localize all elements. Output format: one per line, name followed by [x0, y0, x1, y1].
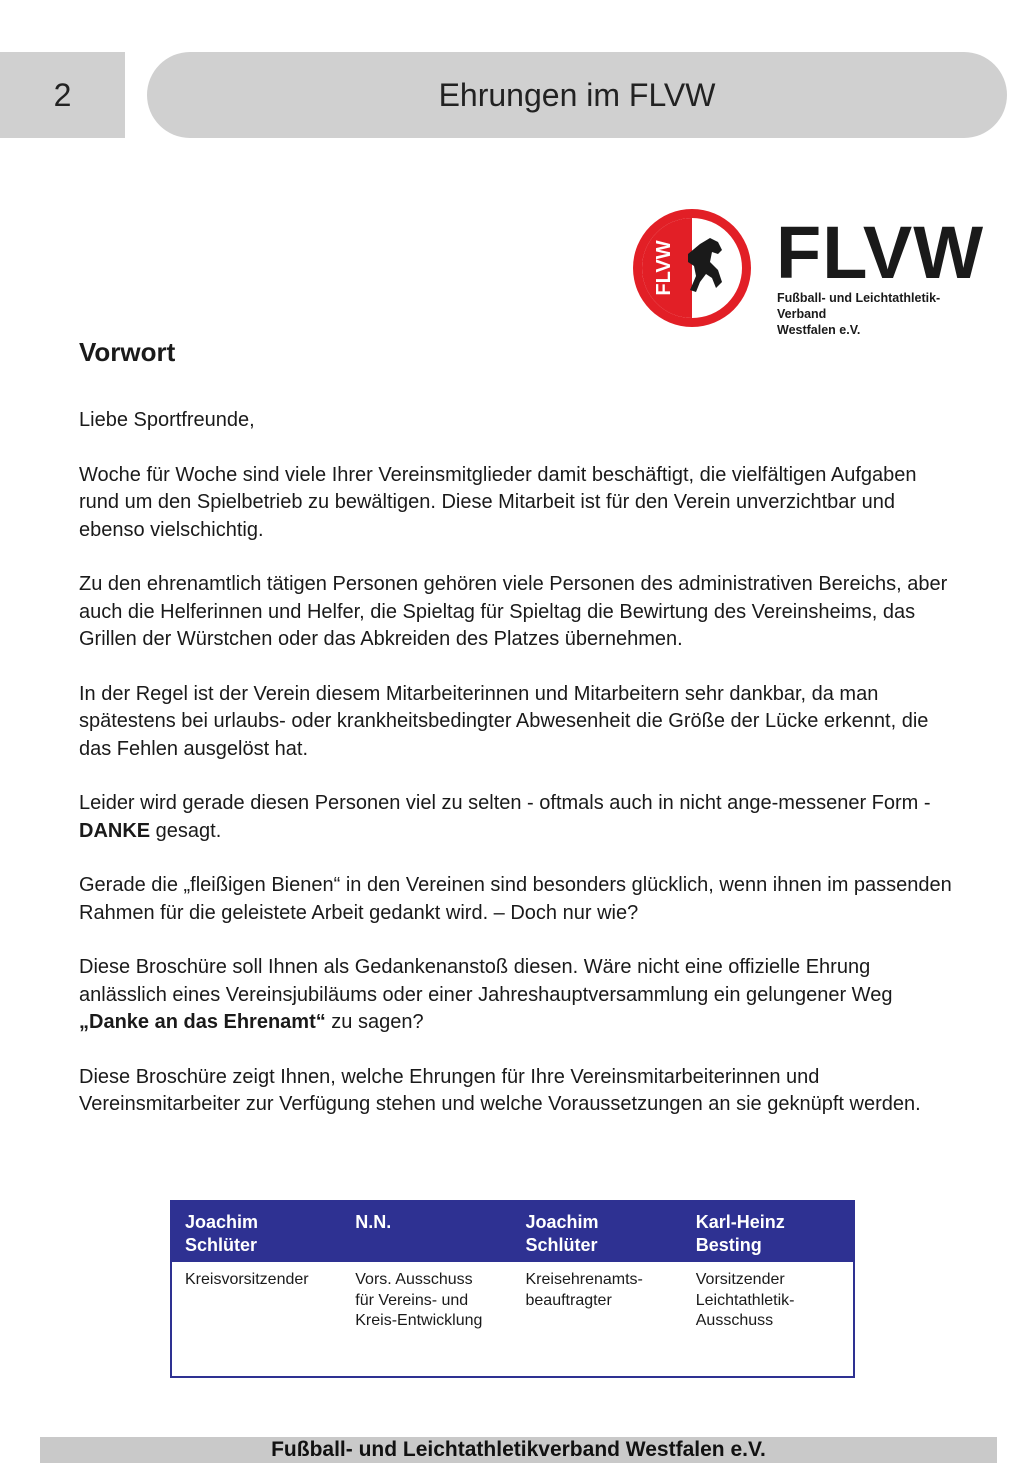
name-line: Schlüter: [185, 1235, 258, 1255]
svg-text:FLVW: FLVW: [653, 240, 675, 296]
paragraph-6-text: Diese Broschüre soll Ihnen als Gedankenanstoß diesen. Wäre nicht eine offizielle Ehrung anlässlich eines Vereinsjubiläums oder einer Jahreshauptversammlung ein gelungener Weg: [79, 956, 893, 1006]
signature-role: [172, 1262, 342, 1332]
signature-role: [683, 1262, 853, 1332]
signature-role: [513, 1262, 683, 1332]
role-line: für Vereins- und: [355, 1291, 469, 1309]
signature-name: [172, 1202, 342, 1262]
role-line: Ausschuss: [695, 1312, 774, 1329]
role-line: Vorsitzender: [695, 1271, 785, 1288]
foreword-body: [79, 407, 959, 1146]
role-line: Kreisvorsitzender: [185, 1271, 309, 1288]
page-title: Ehrungen im FLVW: [438, 76, 716, 113]
name-line: Joachim: [525, 1212, 599, 1232]
flvw-subtitle: [777, 290, 975, 338]
flvw-logo: [630, 206, 985, 337]
signature-name: [342, 1202, 512, 1262]
page-number: [0, 52, 125, 138]
role-line: Kreisehrenamts-: [525, 1271, 643, 1288]
page-footer: [40, 1437, 997, 1463]
signature-table: [170, 1200, 855, 1378]
name-line: N.N.: [355, 1212, 392, 1232]
flvw-emblem-icon: [630, 206, 754, 330]
flvw-subtitle-line1: Fußball- und Leichtathletik-Verband: [777, 291, 941, 321]
section-heading: Vorwort: [79, 337, 176, 367]
paragraph-4-text: Leider wird gerade diesen Personen viel zu selten - oftmals auch in nicht ange-messener Form -: [79, 792, 931, 814]
signature-names-row: [172, 1202, 853, 1262]
role-line: Kreis-Entwicklung: [355, 1312, 483, 1329]
paragraph-4-emphasis: DANKE: [79, 819, 151, 842]
paragraph-6-emphasis: „Danke an das Ehrenamt“: [79, 1011, 326, 1033]
paragraph-6: [79, 954, 959, 1037]
paragraph-4: [79, 790, 959, 845]
role-line: beauftragter: [525, 1291, 612, 1309]
role-line: Vors. Ausschuss: [355, 1271, 473, 1288]
name-line: Besting: [695, 1235, 762, 1255]
paragraph-3: In der Regel ist der Verein diesem Mitarbeiterinnen und Mitarbeitern sehr dankbar, da man spätestens bei urlaubs- oder krankheitsbedingter Abwesenheit die Größe der Lücke erkennt, die das Fehlen ausgelöst hat.: [79, 682, 929, 760]
paragraph-4-end: gesagt.: [150, 819, 222, 842]
paragraph-5: Gerade die „fleißigen Bienen“ in den Vereinen sind besonders glücklich, wenn ihnen im passenden Rahmen für die geleistete Arbeit gedankt wird. – Doch nur wie?: [79, 874, 952, 924]
name-line: Karl-Heinz: [695, 1212, 785, 1232]
paragraph-1: Woche für Woche sind viele Ihrer Vereinsmitglieder damit beschäftigt, die vielfältigen Aufgaben rund um den Spielbetrieb zu bewältigen. Diese Mitarbeit ist für den Verein unverzichtbar und ebenso vielschichtig.: [79, 463, 917, 541]
page-number-text: 2: [53, 76, 72, 113]
name-line: Joachim: [185, 1212, 259, 1232]
flvw-subtitle-line2: Westfalen e.V.: [777, 323, 861, 337]
name-line: Schlüter: [525, 1235, 598, 1255]
signature-role: [342, 1262, 512, 1332]
paragraph-6-end: zu sagen?: [325, 1011, 424, 1033]
footer-text: Fußball- und Leichtathletikverband Westfalen e.V.: [271, 1438, 766, 1461]
page-title-bar: [147, 52, 1007, 138]
paragraph-7: Diese Broschüre zeigt Ihnen, welche Ehrungen für Ihre Vereinsmitarbeiterinnen und Vereinsmitarbeiter zur Verfügung stehen und welche Voraussetzungen an sie geknüpft werden.: [79, 1065, 921, 1115]
signature-roles-row: [172, 1262, 853, 1332]
flvw-wordmark: FLVW: [776, 211, 985, 294]
role-line: Leichtathletik-: [695, 1291, 795, 1309]
paragraph-2: Zu den ehrenamtlich tätigen Personen gehören viele Personen des administrativen Bereichs, aber auch die Helferinnen und Helfer, die Spieltag für Spieltag die Bewirtung des Vereinsheims, das Grillen der Würstchen oder das Abkreiden des Platzes übernehmen.: [79, 573, 948, 650]
salutation: Liebe Sportfreunde,: [79, 409, 255, 431]
signature-name: [683, 1202, 853, 1262]
signature-name: [513, 1202, 683, 1262]
